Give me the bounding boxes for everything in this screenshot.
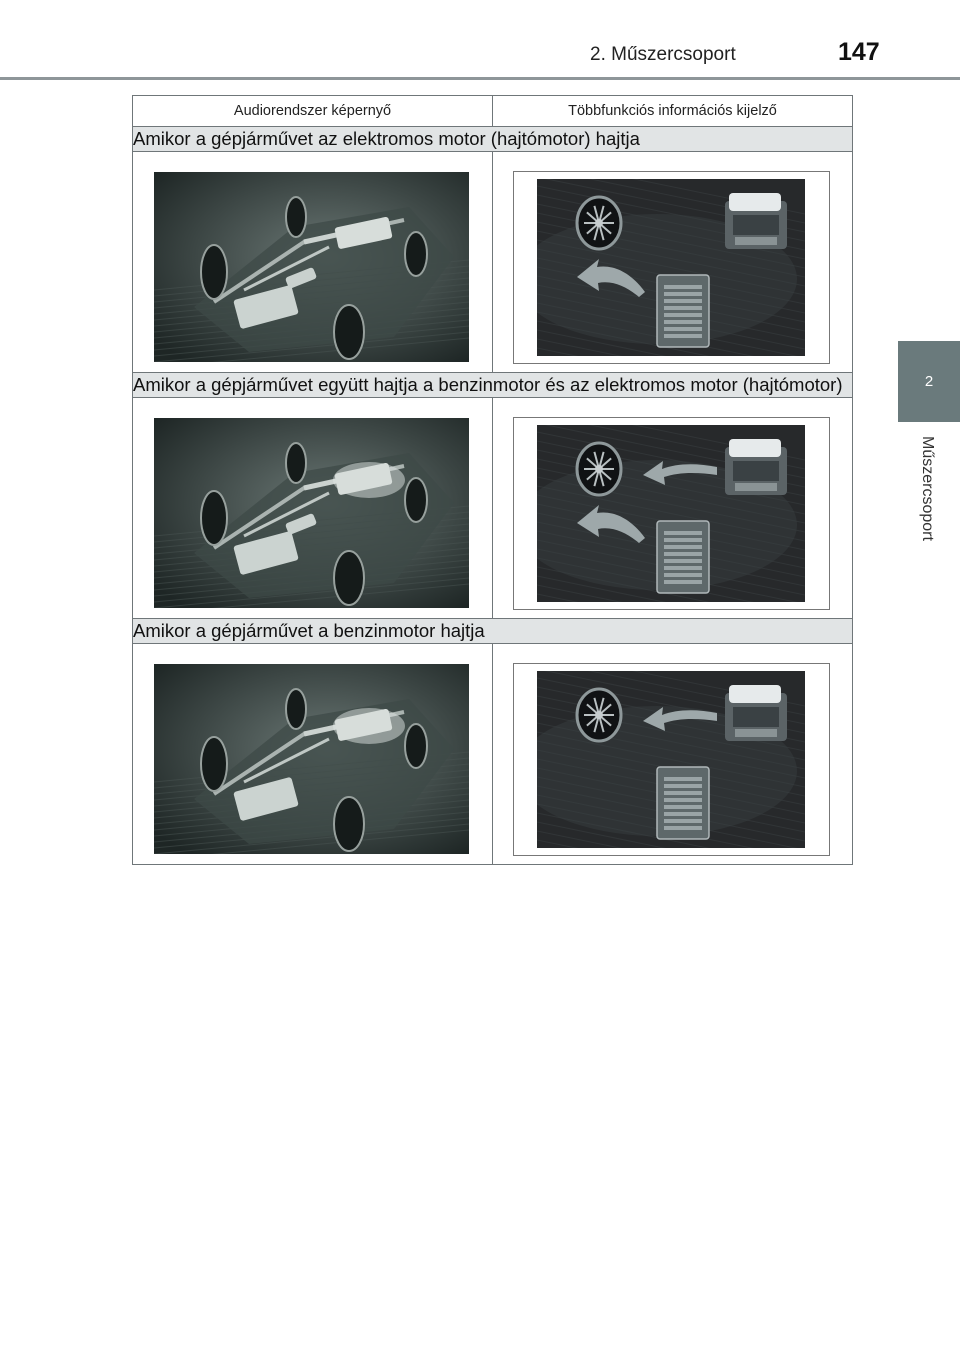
hybrid-system-illustration: [154, 418, 469, 608]
energy-monitor-illustration: [537, 671, 805, 848]
header-rule: [0, 77, 960, 80]
hybrid-system-illustration: [154, 664, 469, 854]
mode-label-row: [133, 127, 853, 152]
mode-image-row: [133, 398, 853, 619]
mode-label-row: [133, 373, 853, 398]
mode-label-row: [133, 619, 853, 644]
page-number: 147: [838, 38, 880, 66]
mfd-screen-cell: [493, 152, 853, 373]
audio-screen-cell: [133, 398, 493, 619]
column-header-mfd: Többfunkciós információs kijelző: [493, 96, 853, 127]
mode-label: Amikor a gépjárművet a benzinmotor hajtja: [133, 619, 853, 644]
display-table: [132, 95, 853, 865]
energy-monitor-illustration: [537, 425, 805, 602]
mode-label: Amikor a gépjárművet együtt hajtja a benzinmotor és az elektromos motor (hajtómotor): [133, 373, 853, 398]
audio-screen-cell: [133, 152, 493, 373]
energy-monitor-illustration: [537, 179, 805, 356]
table-header-row: [133, 96, 853, 127]
section-title: 2. Műszercsoport: [590, 44, 736, 65]
column-header-audio: Audiorendszer képernyő: [133, 96, 493, 127]
mode-label: Amikor a gépjárművet az elektromos motor (hajtómotor) hajtja: [133, 127, 853, 152]
chapter-tab[interactable]: 2: [898, 341, 960, 422]
hybrid-system-illustration: [154, 172, 469, 362]
mfd-screen-frame: [513, 417, 830, 610]
mfd-screen-cell: [493, 398, 853, 619]
mfd-screen-cell: [493, 644, 853, 865]
mfd-screen-frame: [513, 663, 830, 856]
audio-screen-cell: [133, 644, 493, 865]
mfd-screen-frame: [513, 171, 830, 364]
mode-image-row: [133, 644, 853, 865]
mode-image-row: [133, 152, 853, 373]
chapter-label: Műszercsoport: [919, 436, 936, 541]
